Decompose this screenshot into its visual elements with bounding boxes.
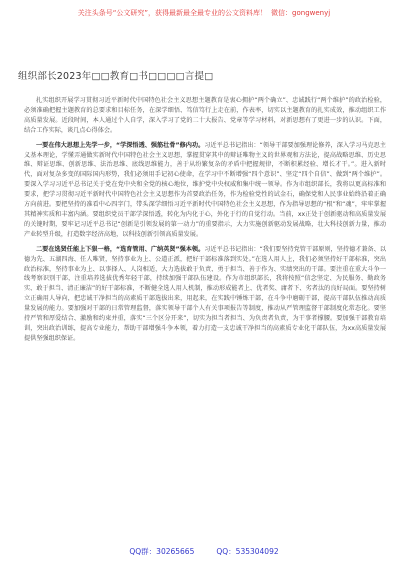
banner-notice: 关注头条号“公文研究”，获得最新最全最专业的公文资料库！ [77, 9, 268, 17]
top-banner [0, 8, 408, 22]
banner-wechat: 微信：gongwenyj [271, 9, 331, 17]
document-body [24, 96, 386, 349]
body-paragraph [24, 141, 386, 240]
footer-qq-group: QQ群：30265665 [129, 547, 195, 556]
paragraph-lead: 二要在选贤任能上下狠一格，“选育管用、广纳英贤”强本领。 [36, 245, 205, 253]
paragraph-text: 扎实组织开展学习贯彻习近平新时代中国特色社会主义思想主题教育是衷心拥护“两个确立”、忠诚践行“两个维护”的政治检验，必须准确把握主题教育的总要求和目标任务，在深学细悟、笃信笃行上走在前，作表率，切实以主题教育的扎实成效，推动组织工作高质量发展。近段时间，本人通过个人自学，深入学习了党的二十大报告、党章等学习材料，对新思想有了更进一步的认识。下面，结合工作实际，谈几点心得体会。 [24, 97, 386, 134]
body-paragraph [24, 245, 386, 344]
footer [0, 546, 408, 557]
paragraph-text: 习近平总书记指出：“我们要坚持党管干部原则，坚持德才兼备、以德为先、五湖四海、任人唯贤，坚持事业为上、公道正派，把好干部标准落到实处。”在选人用人上，我们必须坚持好干部标准，突出政治标准，坚持事业为上、以事择人、人岗相适，大力选拔敢于负责、勇于担当、善于作为、实绩突出的干部。要注重在重大斗争一线考察识别干部，注重培养选拔优秀年轻干部，持续加强干部队伍建设。作为市组织部长，我将按照“信念坚定、为民服务、勤政务实、敢于担当、清正廉洁”的好干部标准，不断健全选人用人机制，推动形成能者上、优者奖、庸者下、劣者汰的良好局面。要坚持树立正确用人导向，把忠诚干净担当的高素质干部选拔出来，用起来，在实践中锤炼干部，在斗争中磨砺干部，提高干部队伍推动高质量发展的能力。要加强对干部的日常管理监督，落实领导干部个人有关事项报告等制度，推动从严管理监督干部制度化常态化。要坚持严管和厚爱结合、激励和约束并重，落实“三个区分开来”，切实为担当者担当、为负责者负责，为干事者撑腰。要加强干部教育培训，突出政治训练，提高专业能力，帮助干部增强斗争本领，着力打造一支忠诚干净担当的高素质专业化干部队伍，为xx高质量发展提供坚强组织保证。 [24, 245, 387, 342]
body-paragraph [24, 96, 386, 136]
paragraph-text: 习近平总书记指出：“领导干部要加强理论修养，深入学习马克思主义基本理论，学懂弄通做实新时代中国特色社会主义思想，掌握贯穿其中的辩证唯物主义的世界观和方法论，提高战略思维、历史思维、辩证思维、创新思维、法治思维、底线思维能力，善于从纷繁复杂的矛盾中把握规律，不断积累经验、增长才干。”。进入新时代，面对复杂多变的国际国内形势，我们必须用手记初心使命，在学习中不断增强“四个意识”、坚定“四个自信”、做到“两个维护”。要深入学习习近平总书记关于党在党中央和全党的核心地位，维护党中央权威和集中统一领导。作为市组织部长，我将以更高标准和要求，把学习贯彻习近平新时代中国特色社会主义思想作为首要政治任务，作为检验党性的试金石，确保党和人民事业始终沿着正确方向前进。要把坚持的准看中心四字门，带头深学细悟习近平新时代中国特色社会主义思想，作为指导思想的“根”和“魂”，牢牢掌握其精神实质和丰富内涵。要组织党员干部学深悟透，转化为内化于心，外化于行的自觉行动。当前，xx正处于创新驱动和高质量发展的关键时期，要牢记习近平总书记“创新是引领发展的第一动力”的重要指示，大力实施创新驱动发展战略，壮大科技创新力量，推动产业转型升级，打造数字经济高地，以科技创新引领高质量发展。 [24, 141, 387, 238]
footer-qq: QQ：535304092 [216, 547, 279, 556]
paragraph-lead: 一要在伟大思想上先学一步，“学深悟透、强筋壮骨”修内功。 [36, 141, 205, 149]
document-title: 组织部长2023年□□教育□书□□□□言提□ [18, 71, 214, 82]
